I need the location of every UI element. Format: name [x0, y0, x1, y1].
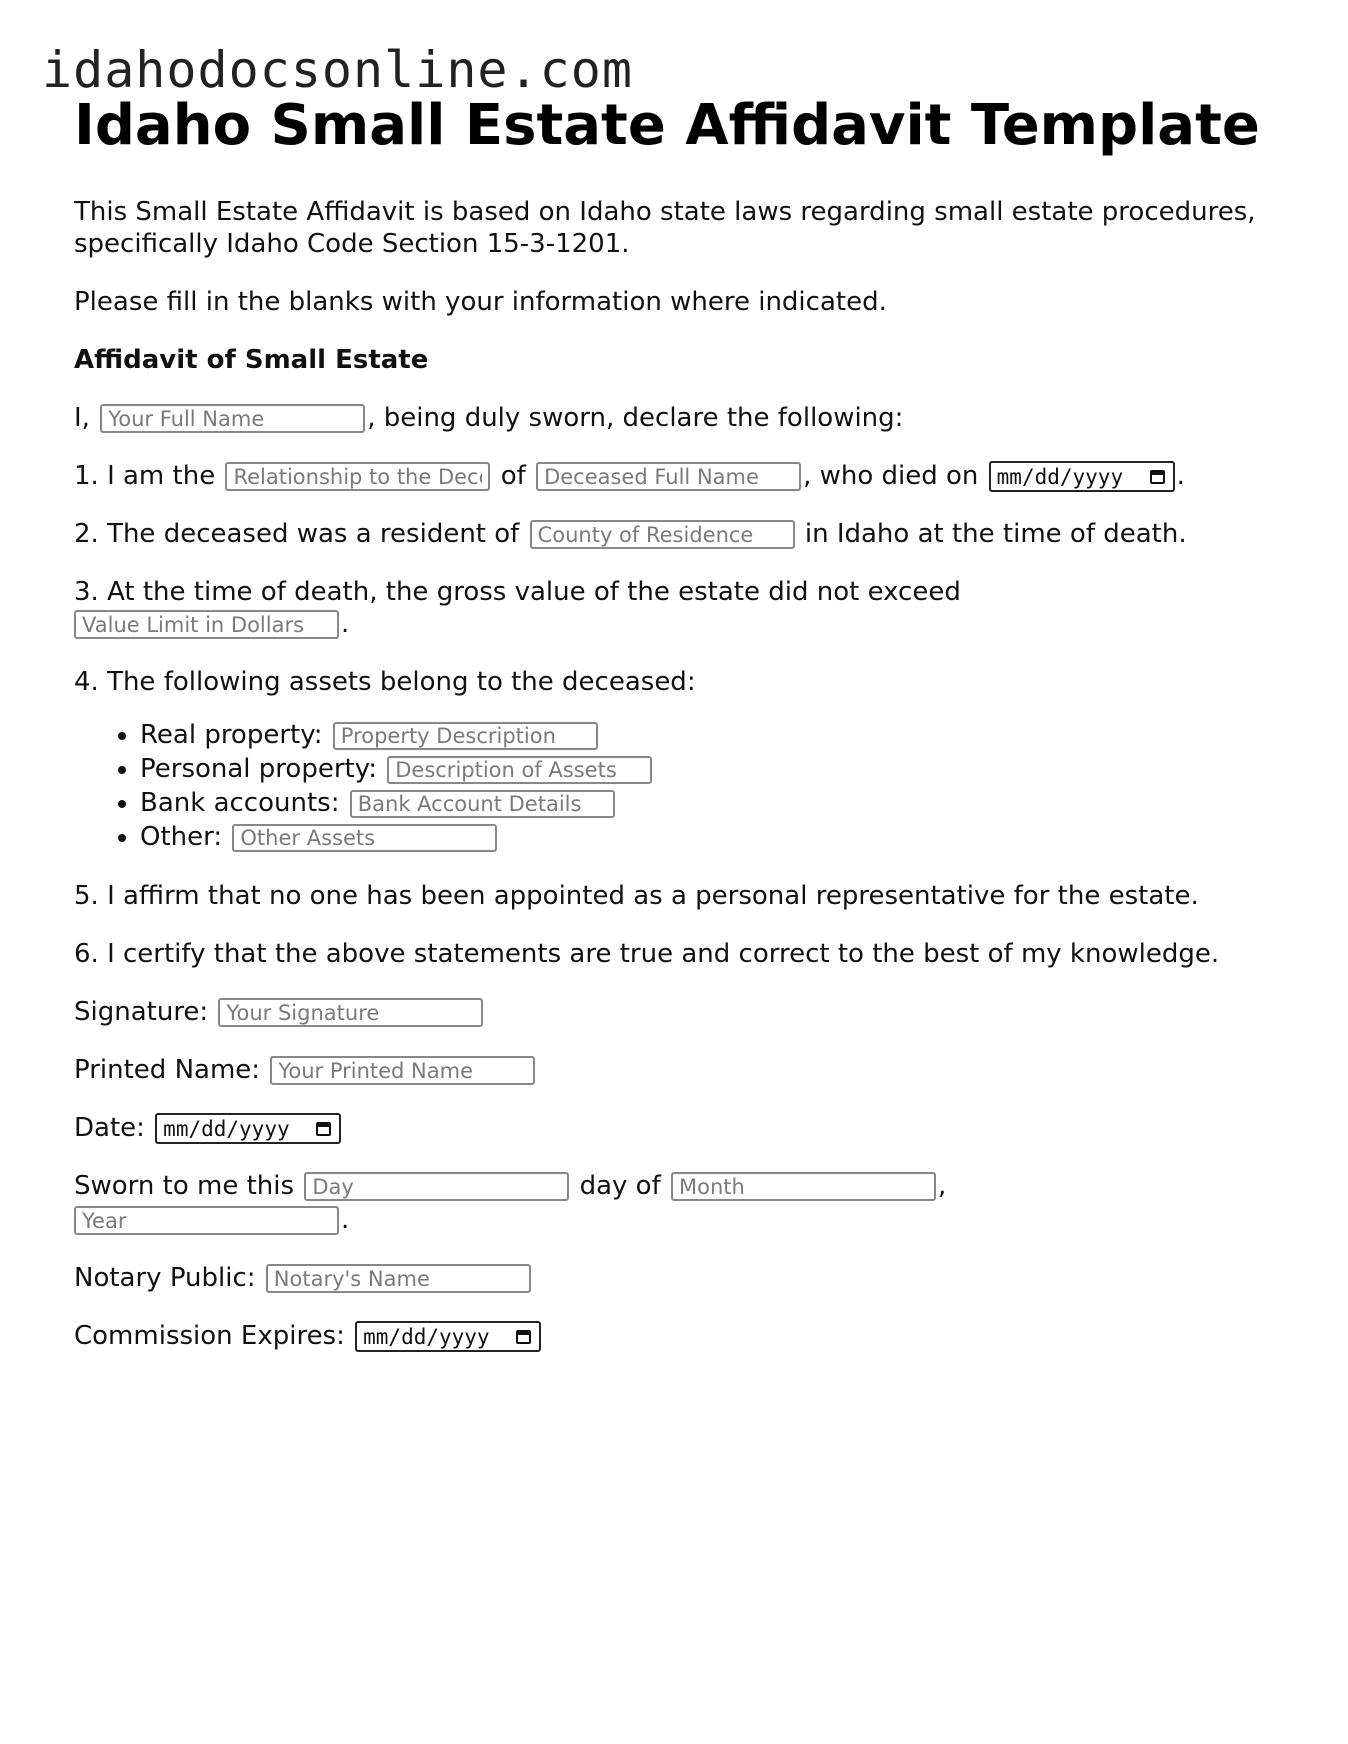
notary-name-input[interactable]	[266, 1264, 531, 1293]
list-item	[140, 820, 1294, 854]
sworn-day-of: day of	[579, 1171, 661, 1201]
notary-line	[74, 1262, 1294, 1294]
item-1	[74, 460, 1294, 492]
affidavit-document	[74, 92, 1294, 1352]
declarant-line	[74, 402, 1294, 434]
sworn-line	[74, 1170, 1294, 1236]
date-of-death-input[interactable]	[989, 461, 1175, 492]
value-limit-input[interactable]	[74, 610, 339, 639]
calendar-icon[interactable]	[316, 1122, 331, 1136]
date-input[interactable]	[155, 1113, 341, 1144]
item-1-of: of	[500, 461, 526, 491]
signature-input[interactable]	[218, 998, 483, 1027]
signature-line	[74, 996, 1294, 1028]
calendar-icon[interactable]	[516, 1330, 531, 1344]
date-line	[74, 1112, 1294, 1144]
calendar-icon[interactable]	[1150, 470, 1165, 484]
date-placeholder: mm/dd/yyyy	[163, 1116, 290, 1141]
month-input[interactable]	[671, 1172, 936, 1201]
intro-paragraph: This Small Estate Affidavit is based on Idaho state laws regarding small estate procedures, specifically Idaho Code Section 15-3-1201.	[74, 197, 1256, 259]
sworn-prefix: Sworn to me this	[74, 1171, 295, 1201]
list-item	[140, 786, 1294, 820]
item-2-suffix: in Idaho at the time of death.	[804, 519, 1187, 549]
relationship-input[interactable]	[225, 462, 490, 491]
printed-name-input[interactable]	[270, 1056, 535, 1085]
section-heading: Affidavit of Small Estate	[74, 345, 429, 375]
full-name-input[interactable]	[100, 404, 365, 433]
commission-date-placeholder: mm/dd/yyyy	[363, 1324, 490, 1349]
list-item	[140, 752, 1294, 786]
declarant-prefix: I,	[74, 403, 90, 433]
item-3-text: 3. At the time of death, the gross value of the estate did not exceed	[74, 577, 961, 607]
item-2-prefix: 2. The deceased was a resident of	[74, 519, 520, 549]
date-of-death-placeholder: mm/dd/yyyy	[996, 464, 1124, 489]
sworn-year-row	[74, 1204, 1294, 1236]
day-input[interactable]	[304, 1172, 569, 1201]
item-1-end: .	[1176, 461, 1185, 491]
list-item	[140, 718, 1294, 752]
date-label: Date:	[74, 1113, 145, 1143]
item-4	[74, 666, 1294, 854]
item-6: 6. I certify that the above statements are true and correct to the best of my knowledge.	[74, 939, 1220, 969]
asset-list	[74, 718, 1294, 854]
item-4-text: 4. The following assets belong to the deceased:	[74, 667, 696, 697]
printed-name-label: Printed Name:	[74, 1055, 261, 1085]
printed-name-line	[74, 1054, 1294, 1086]
sworn-end: .	[341, 1205, 350, 1235]
item-3-end: .	[341, 609, 350, 639]
other-assets-input[interactable]	[232, 824, 497, 852]
sworn-comma: ,	[938, 1171, 947, 1201]
asset-label: Real property:	[140, 720, 323, 750]
commission-date-input[interactable]	[355, 1321, 541, 1352]
asset-label: Personal property:	[140, 754, 377, 784]
bank-accounts-input[interactable]	[350, 790, 615, 818]
item-5: 5. I affirm that no one has been appointed as a personal representative for the estate.	[74, 881, 1199, 911]
site-watermark: idahodocsonline.com	[42, 41, 633, 99]
commission-label: Commission Expires:	[74, 1321, 345, 1351]
real-property-input[interactable]	[333, 722, 598, 750]
notary-label: Notary Public:	[74, 1263, 256, 1293]
year-input[interactable]	[74, 1206, 339, 1235]
personal-property-input[interactable]	[387, 756, 652, 784]
item-3	[74, 576, 1294, 640]
commission-line	[74, 1320, 1294, 1352]
signature-label: Signature:	[74, 997, 209, 1027]
item-1-prefix: 1. I am the	[74, 461, 216, 491]
page-title: Idaho Small Estate Affidavit Template	[74, 93, 1260, 158]
deceased-name-input[interactable]	[536, 462, 801, 491]
asset-label: Other:	[140, 822, 223, 852]
item-2	[74, 518, 1294, 550]
county-input[interactable]	[530, 520, 795, 549]
declarant-suffix: , being duly sworn, declare the following:	[367, 403, 904, 433]
instructions-paragraph: Please fill in the blanks with your information where indicated.	[74, 287, 887, 317]
asset-label: Bank accounts:	[140, 788, 340, 818]
item-1-who-died: , who died on	[803, 461, 979, 491]
